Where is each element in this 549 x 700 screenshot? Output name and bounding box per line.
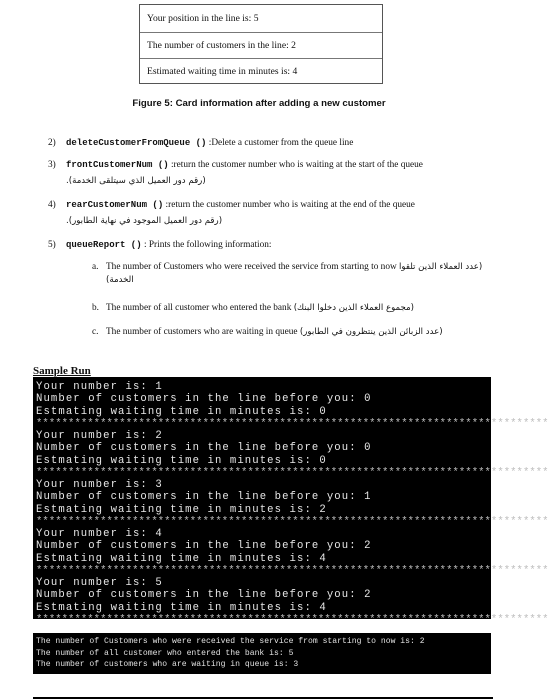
item-number: 2) (48, 138, 56, 148)
console-line: Estmating waiting time in minutes is: 0 (36, 454, 327, 467)
arabic-note: (رقم دور العميل الموجود في نهاية الطابور). (66, 216, 223, 226)
console-separator: ******************************************************************************** (36, 564, 549, 577)
method-description: : Prints the following information: (141, 240, 272, 250)
console-line: Estmating waiting time in minutes is: 0 (36, 405, 327, 418)
console-line: Estmating waiting time in minutes is: 4 (36, 552, 327, 565)
method-name: deleteCustomerFromQueue () (66, 138, 207, 148)
method-name: rearCustomerNum () (66, 200, 164, 210)
item-number: 4) (48, 200, 56, 210)
console-line: Your number is: 4 (36, 528, 163, 540)
item-number: 3) (48, 160, 56, 170)
console-separator: ******************************************************************************** (36, 515, 549, 528)
method-description: :Delete a customer from the queue line (206, 138, 354, 148)
report-line: The number of customers who are waiting in queue is: 3 (36, 660, 299, 669)
report-line: The number of Customers who were received the service from starting to now is: 2 (36, 637, 425, 646)
arabic-note: (رقم دور العميل الذي سيتلقى الخدمة). (66, 176, 206, 186)
console-line: Number of customers in the line before you: 0 (36, 442, 372, 455)
console-line: Your number is: 2 (36, 430, 163, 442)
method-description: :return the customer number who is waiting at the start of the queue (168, 160, 423, 170)
page-divider (33, 697, 493, 699)
subitem-text: The number of all customer who entered the bank (106, 303, 292, 313)
console-line: Number of customers in the line before you: 2 (36, 540, 372, 553)
card-customers-row: The number of customers in the line: 2 (140, 32, 382, 59)
queue-report-output (33, 632, 491, 674)
method-name: queueReport () (66, 240, 142, 250)
figure-caption: Figure 5: Card information after adding a new customer (132, 98, 386, 109)
console-line: Number of customers in the line before you: 0 (36, 393, 372, 406)
report-line: The number of all customer who entered the bank is: 5 (36, 648, 294, 658)
console-line: Estmating waiting time in minutes is: 2 (36, 503, 327, 516)
arabic-note: (مجموع العملاء الذين دخلوا البنك) (293, 303, 414, 313)
console-line: Number of customers in the line before you: 1 (36, 491, 372, 504)
console-line: Your number is: 1 (36, 381, 163, 393)
console-separator: ******************************************************************************** (36, 613, 549, 626)
subitem-letter: b. (92, 303, 99, 313)
sample-run-heading: Sample Run (33, 365, 91, 377)
arabic-note: (عدد العملاء الذين تلقوا الخدمة) (106, 262, 483, 285)
console-separator: ******************************************************************************** (36, 466, 549, 479)
console-line: Number of customers in the line before you: 2 (36, 589, 372, 602)
card-wait-row: Estimated waiting time in minutes is: 4 (140, 58, 382, 85)
card-position-row: Your position in the line is: 5 (147, 12, 259, 24)
console-line: Your number is: 5 (36, 577, 163, 589)
customer-card (139, 4, 383, 84)
method-description: :return the customer number who is waiting at the end of the queue (163, 200, 415, 210)
console-output (33, 377, 549, 626)
subitem-letter: c. (92, 327, 99, 337)
subitem-text: The number of Customers who were received the service from starting to now (106, 262, 397, 272)
subitem-letter: a. (92, 262, 99, 272)
arabic-note: (عدد الزبائن الذين ينتظرون في الطابور) (299, 327, 443, 337)
console-line: Estmating waiting time in minutes is: 4 (36, 601, 327, 614)
item-number: 5) (48, 240, 56, 250)
subitem-text: The number of customers who are waiting in queue (106, 327, 298, 337)
method-name: frontCustomerNum () (66, 160, 169, 170)
console-separator: ******************************************************************************** (36, 417, 549, 430)
console-line: Your number is: 3 (36, 479, 163, 491)
